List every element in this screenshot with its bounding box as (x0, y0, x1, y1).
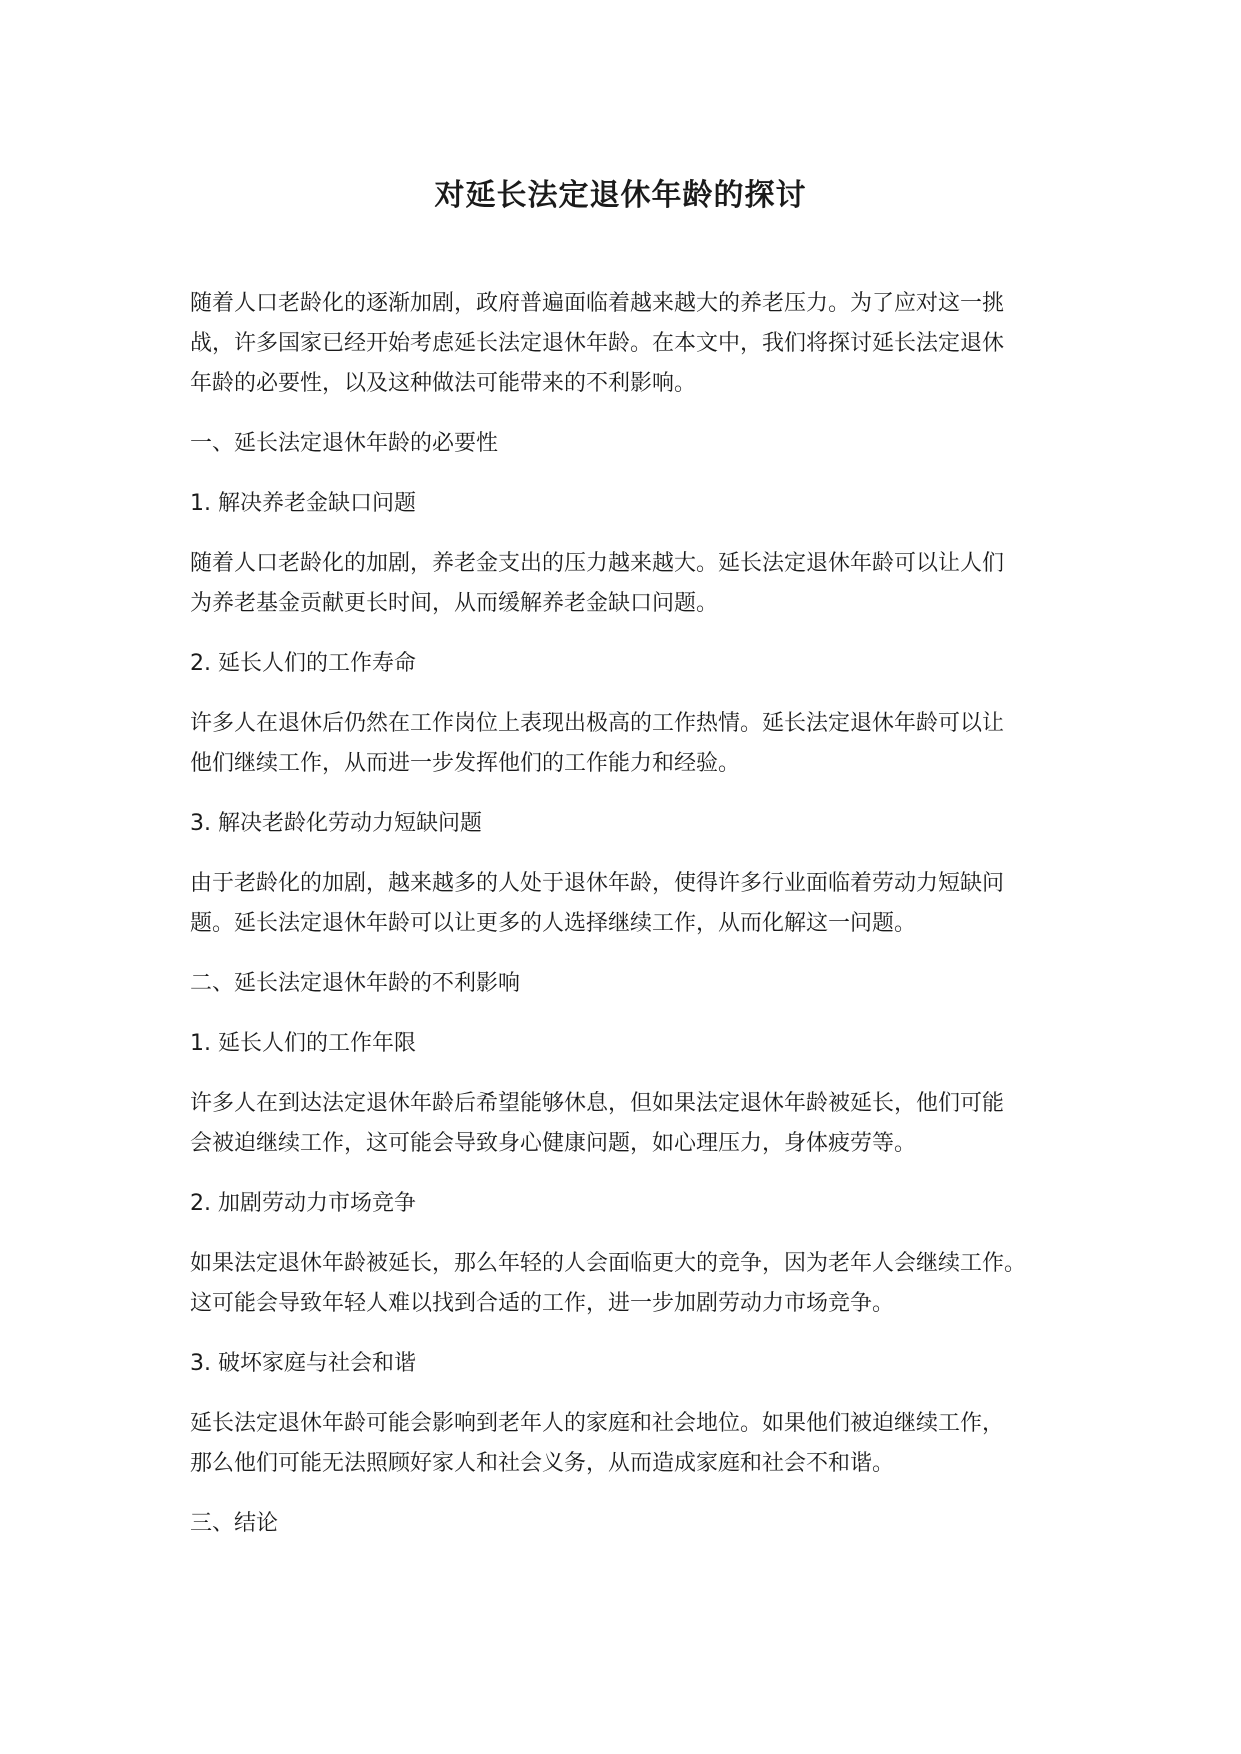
paragraph-line: 他们继续工作，从而进一步发挥他们的工作能力和经验。 (190, 751, 741, 776)
paragraph-line: 年龄的必要性，以及这种做法可能带来的不利影响。 (190, 371, 697, 396)
paragraph-line: 随着人口老龄化的逐渐加剧，政府普遍面临着越来越大的养老压力。为了应对这一挑 (190, 291, 1005, 316)
paragraph-market-competition (190, 1244, 1070, 1324)
paragraph-line: 由于老龄化的加剧，越来越多的人处于退休年龄，使得许多行业面临着劳动力短缺问 (190, 871, 1005, 896)
paragraph-line: 那么他们可能无法照顾好家人和社会义务，从而造成家庭和社会不和谐。 (190, 1451, 895, 1476)
paragraph-family-harmony (190, 1404, 1070, 1484)
paragraph-working-life (190, 704, 1070, 784)
paragraph-line: 题。延长法定退休年龄可以让更多的人选择继续工作，从而化解这一问题。 (190, 911, 917, 936)
subheading-labor-shortage: 3. 解决老龄化劳动力短缺问题 (190, 811, 482, 836)
paragraph-labor-shortage (190, 864, 1070, 944)
paragraph-line: 许多人在到达法定退休年龄后希望能够休息，但如果法定退休年龄被延长，他们可能 (190, 1091, 1005, 1116)
paragraph-line: 为养老基金贡献更长时间，从而缓解养老金缺口问题。 (190, 591, 719, 616)
section-heading-conclusion: 三、结论 (190, 1511, 279, 1536)
document-title: 对延长法定退休年龄的探讨 (434, 178, 807, 213)
section-heading-adverse-effects: 二、延长法定退休年龄的不利影响 (190, 971, 521, 996)
paragraph-line: 延长法定退休年龄可能会影响到老年人的家庭和社会地位。如果他们被迫继续工作， (190, 1411, 1005, 1436)
intro-paragraph (190, 284, 1070, 404)
paragraph-line: 这可能会导致年轻人难以找到合适的工作，进一步加剧劳动力市场竞争。 (190, 1291, 895, 1316)
subheading-market-competition: 2. 加剧劳动力市场竞争 (190, 1191, 416, 1216)
paragraph-longer-working-years (190, 1084, 1070, 1164)
subheading-pension-gap: 1. 解决养老金缺口问题 (190, 491, 416, 516)
section-heading-necessity: 一、延长法定退休年龄的必要性 (190, 431, 499, 456)
subheading-working-life: 2. 延长人们的工作寿命 (190, 651, 416, 676)
paragraph-line: 会被迫继续工作，这可能会导致身心健康问题，如心理压力，身体疲劳等。 (190, 1131, 917, 1156)
document-body (190, 284, 1070, 1564)
paragraph-line: 如果法定退休年龄被延长，那么年轻的人会面临更大的竞争，因为老年人会继续工作。 (190, 1251, 1027, 1276)
paragraph-line: 随着人口老龄化的加剧，养老金支出的压力越来越大。延长法定退休年龄可以让人们 (190, 551, 1005, 576)
subheading-family-harmony: 3. 破坏家庭与社会和谐 (190, 1351, 416, 1376)
paragraph-line: 战，许多国家已经开始考虑延长法定退休年龄。在本文中，我们将探讨延长法定退休 (190, 331, 1005, 356)
paragraph-line: 许多人在退休后仍然在工作岗位上表现出极高的工作热情。延长法定退休年龄可以让 (190, 711, 1005, 736)
paragraph-pension-gap (190, 544, 1070, 624)
subheading-longer-working-years: 1. 延长人们的工作年限 (190, 1031, 416, 1056)
